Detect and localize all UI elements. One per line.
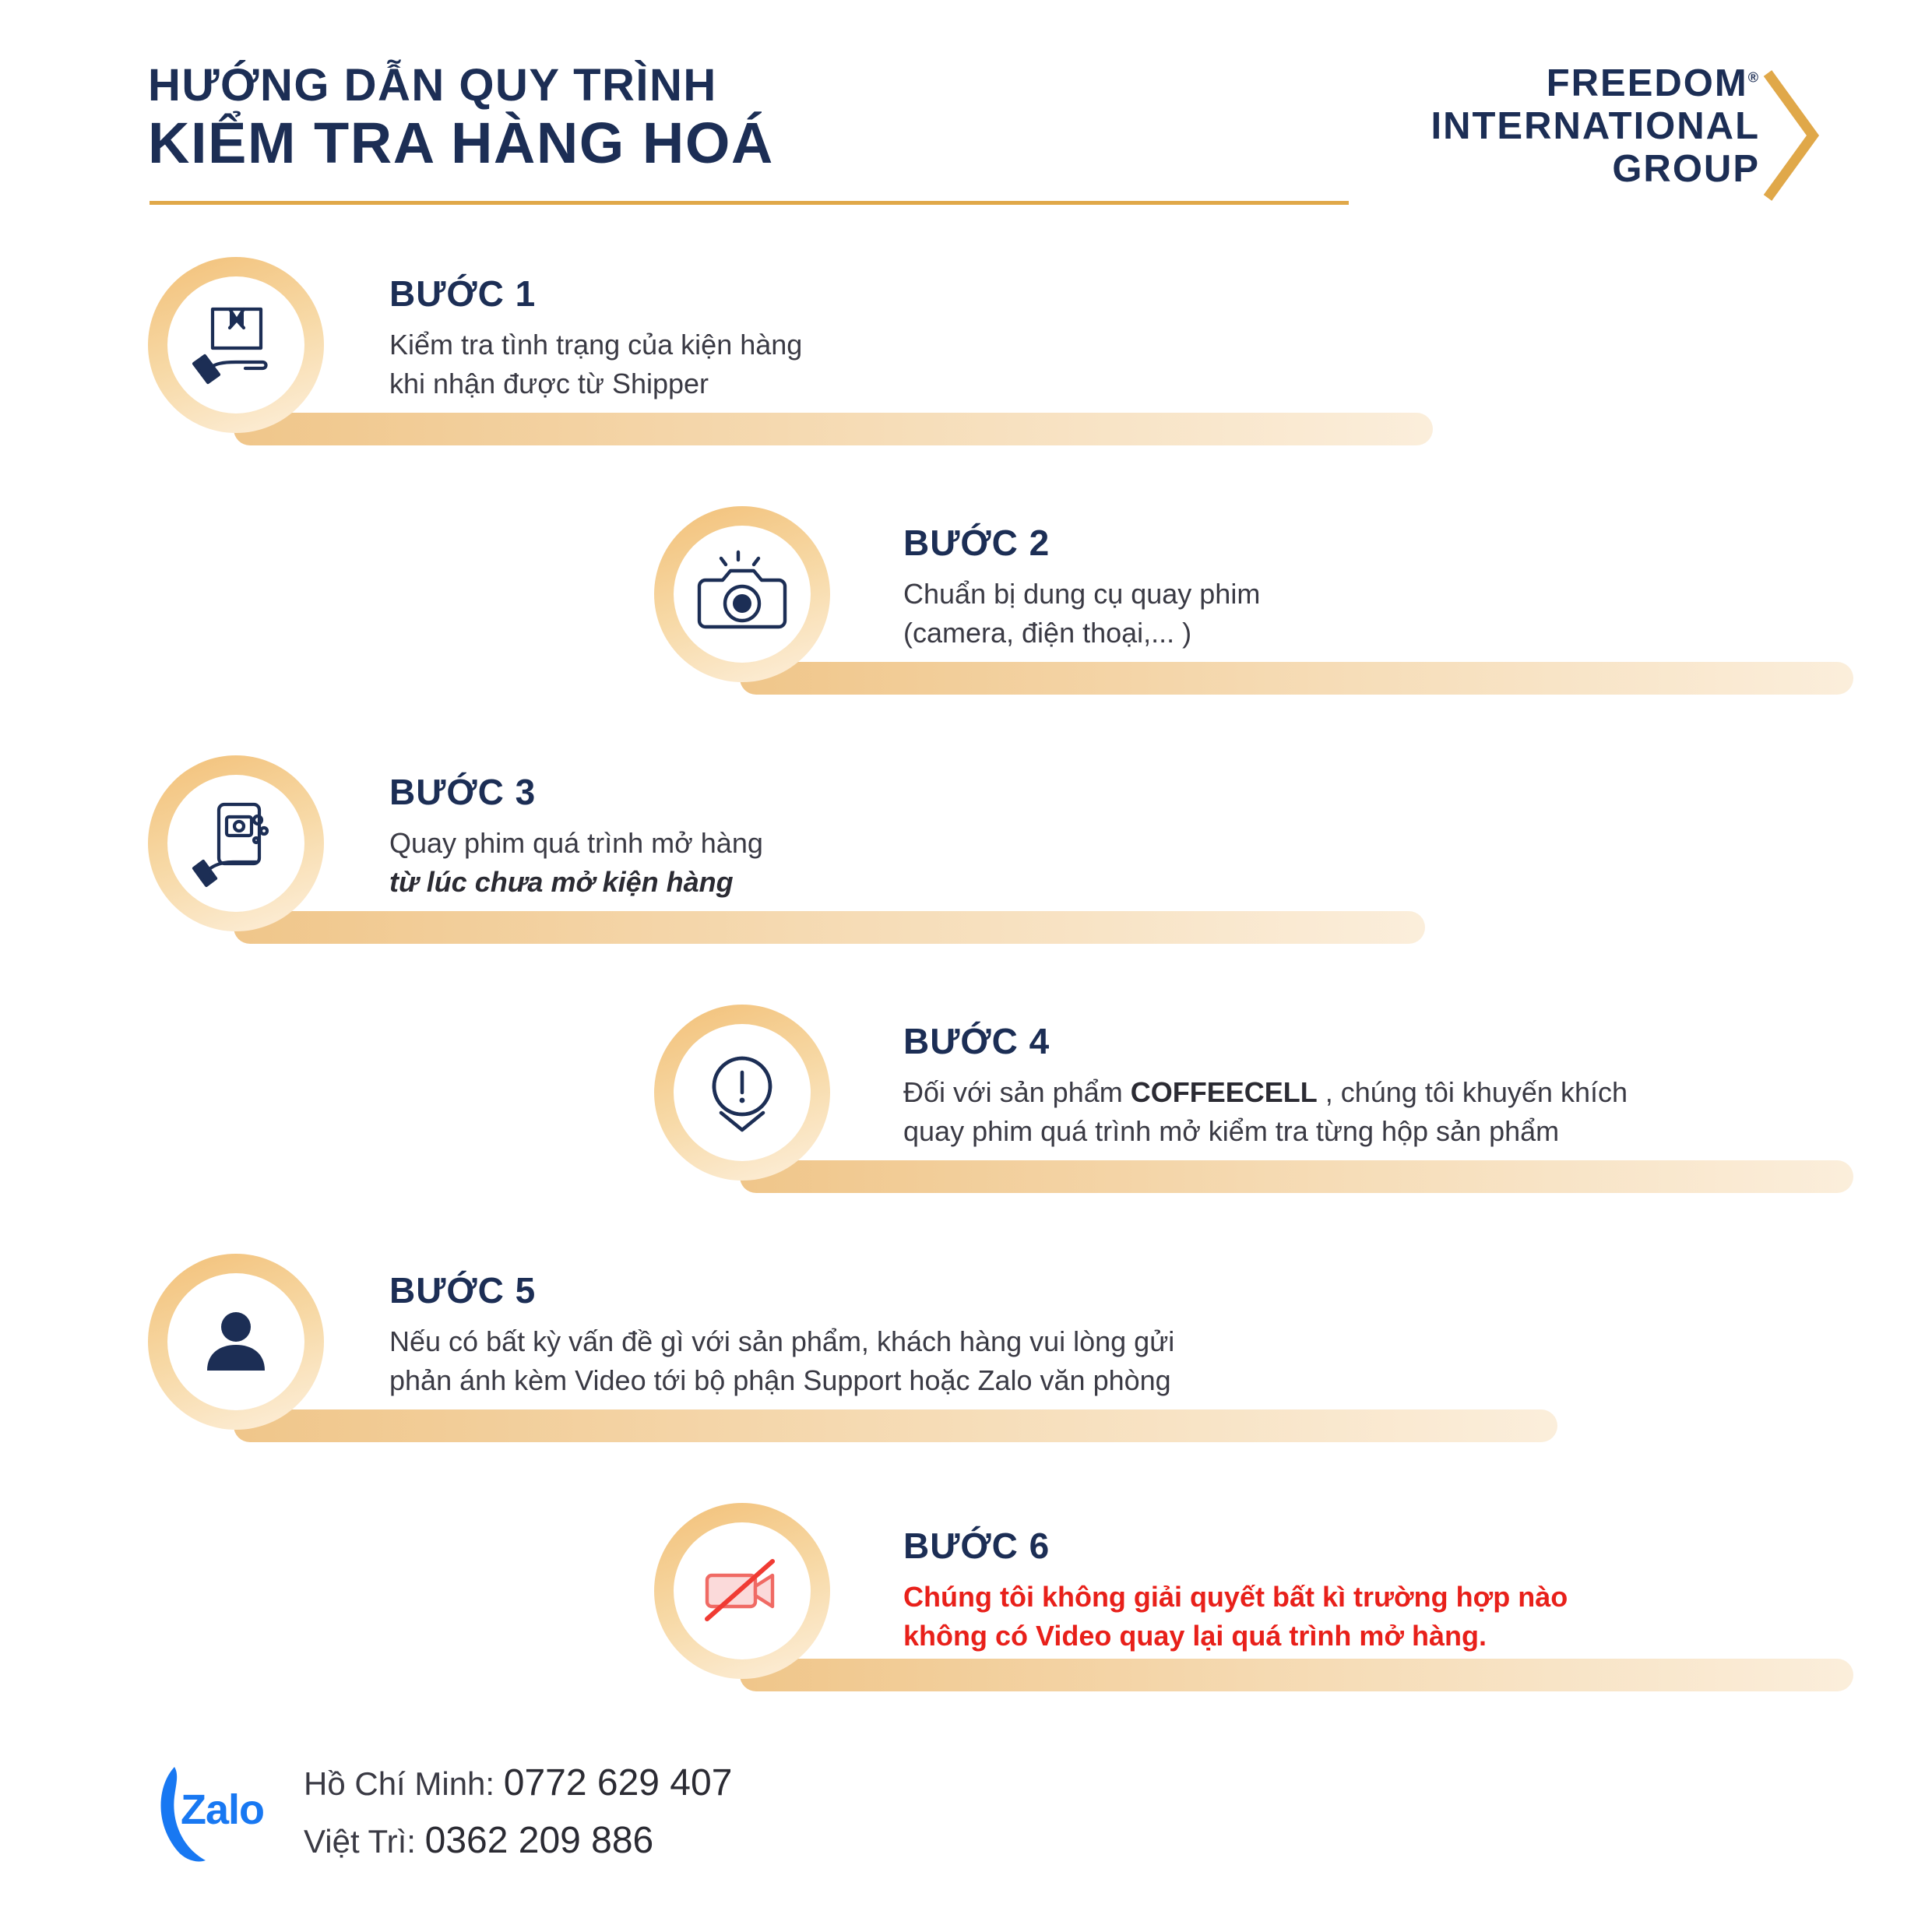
exclamation-pin-icon xyxy=(695,1046,789,1139)
no-video-icon xyxy=(692,1544,793,1638)
step-5-desc xyxy=(389,1322,1417,1399)
step-1-desc-line-2: khi nhận được từ Shipper xyxy=(389,367,709,399)
contact-phone-1: 0772 629 407 xyxy=(503,1762,733,1804)
step-2-bar xyxy=(740,662,1853,695)
step-4-label: BƯỚC 4 xyxy=(903,1021,1050,1061)
logo-line-2: INTERNATIONAL xyxy=(1431,104,1760,147)
chevron-right-icon xyxy=(1761,67,1822,204)
step-6-icon-ring xyxy=(654,1503,830,1679)
step-5-desc-line-2: phản ánh kèm Video tới bộ phận Support hoặc Zalo văn phòng xyxy=(389,1364,1171,1396)
step-2-icon-ring xyxy=(654,506,830,682)
step-2-label: BƯỚC 2 xyxy=(903,523,1050,563)
step-4-bar xyxy=(740,1160,1853,1193)
step-6-label: BƯỚC 6 xyxy=(903,1526,1050,1566)
step-6-desc-line-2: không có Video quay lại quá trình mở hàng. xyxy=(903,1619,1487,1652)
title-line-2: KIỂM TRA HÀNG HOÁ xyxy=(148,110,774,175)
step-4-product-name: COFFEECELL xyxy=(1130,1076,1318,1108)
contact-phone-2: 0362 209 886 xyxy=(424,1820,654,1862)
step-5-desc-line-1: Nếu có bất kỳ vấn đề gì với sản phẩm, khách hàng vui lòng gửi xyxy=(389,1325,1175,1357)
step-2-desc-line-1: Chuẩn bị dung cụ quay phim xyxy=(903,578,1261,610)
step-2 xyxy=(654,506,1807,709)
step-3-desc-line-2: từ lúc chưa mở kiện hàng xyxy=(389,865,734,898)
step-1-icon-ring xyxy=(148,257,324,433)
step-3-text xyxy=(389,771,1324,901)
logo-line-3: GROUP xyxy=(1612,147,1760,190)
header xyxy=(0,0,1932,234)
step-4-desc-line-2: quay phim quá trình mở kiểm tra từng hộp sản phẩm xyxy=(903,1114,1560,1147)
brand-logo xyxy=(1431,62,1822,210)
step-2-text xyxy=(903,522,1799,652)
step-3-desc xyxy=(389,824,1324,901)
step-1-desc-line-1: Kiểm tra tình trạng của kiện hàng xyxy=(389,329,803,361)
package-on-hand-icon xyxy=(189,298,283,392)
step-3-label: BƯỚC 3 xyxy=(389,772,537,812)
page-title xyxy=(148,61,774,176)
step-4-text xyxy=(903,1020,1822,1150)
step-1-label: BƯỚC 1 xyxy=(389,273,537,314)
logo-line-1: FREEDOM xyxy=(1546,62,1748,104)
step-3-desc-line-1: Quay phim quá trình mở hàng xyxy=(389,827,763,859)
step-6-desc xyxy=(903,1578,1822,1655)
contact-row xyxy=(304,1812,732,1870)
step-6-desc-line-1: Chúng tôi không giải quyết bất kì trường hợp nào xyxy=(903,1581,1568,1613)
step-4-icon-ring xyxy=(654,1005,830,1181)
step-6-text xyxy=(903,1525,1822,1655)
step-3-bar xyxy=(234,911,1425,944)
contact-city-2: Việt Trì: xyxy=(304,1823,425,1860)
zalo-logo xyxy=(148,1759,280,1868)
step-4-desc-line-1 xyxy=(903,1073,1822,1112)
camera-icon xyxy=(692,547,793,641)
person-icon xyxy=(193,1299,279,1385)
step-5 xyxy=(148,1254,1300,1456)
step-3 xyxy=(148,755,1300,958)
step-6-bar xyxy=(740,1659,1853,1691)
step-5-bar xyxy=(234,1409,1557,1442)
step-1-text xyxy=(389,273,1324,403)
step-1 xyxy=(148,257,1300,459)
step-2-desc-line-2: (camera, điện thoại,... ) xyxy=(903,616,1192,649)
step-4-desc-part-a: Đối với sản phẩm xyxy=(903,1076,1131,1108)
registered-mark: ® xyxy=(1747,69,1760,86)
contact-city-1: Hồ Chí Minh: xyxy=(304,1765,504,1802)
step-2-desc xyxy=(903,575,1799,652)
contact-row xyxy=(304,1754,732,1812)
title-underline xyxy=(150,201,1349,205)
step-1-desc xyxy=(389,326,1324,403)
step-5-icon-ring xyxy=(148,1254,324,1430)
zalo-label: Zalo xyxy=(181,1786,265,1833)
title-line-1: HƯỚNG DẪN QUY TRÌNH xyxy=(148,60,717,111)
contact-list xyxy=(304,1754,732,1870)
step-4-desc xyxy=(903,1073,1822,1150)
step-6 xyxy=(654,1503,1807,1705)
step-4 xyxy=(654,1005,1807,1207)
step-4-desc-part-c: , chúng tôi khuyến khích xyxy=(1317,1076,1628,1108)
step-5-text xyxy=(389,1269,1417,1399)
step-1-bar xyxy=(234,413,1433,445)
step-3-icon-ring xyxy=(148,755,324,931)
phone-recording-in-hand-icon xyxy=(189,797,283,890)
step-5-label: BƯỚC 5 xyxy=(389,1270,537,1311)
footer xyxy=(148,1748,1238,1896)
